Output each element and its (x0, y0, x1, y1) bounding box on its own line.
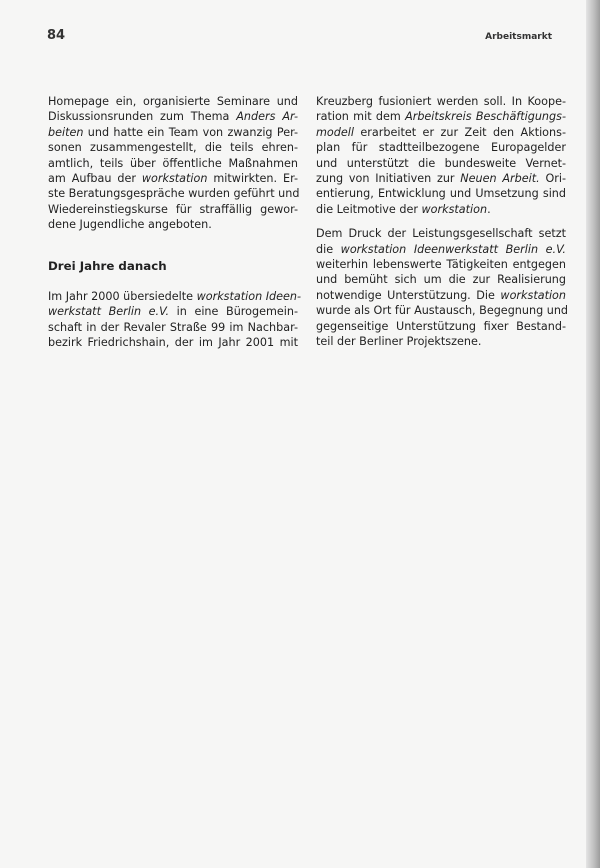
text-line: schaft in der Revaler Straße 99 im Nachbar- (48, 320, 298, 334)
text-line: ste Beratungsgespräche wurden geführt und (48, 187, 300, 201)
text-line: Dem Druck der Leistungsgesellschaft setzt (316, 227, 566, 241)
text-line: Homepage ein, organisierte Seminare und (48, 95, 298, 108)
text-line: zung von Initiativen zur Neuen Arbeit. Ori- (316, 172, 566, 186)
text-line: sonen zusammengestellt, die teils ehren- (48, 141, 298, 155)
text-line: Diskussionsrunden zum Thema Anders Ar- (48, 110, 298, 124)
text-line: Kreuzberg fusioniert werden soll. In Koope- (316, 95, 566, 108)
text-line: notwendige Unterstützung. Die workstation (316, 288, 566, 302)
text-line: modell erarbeitet er zur Zeit den Aktions- (316, 125, 566, 139)
text-line: die workstation Ideenwerkstatt Berlin e.V. (316, 242, 566, 256)
left-column (48, 94, 302, 360)
text-line: amtlich, teils über öffentliche Maßnahmen (48, 156, 298, 170)
text-line: Wiedereinstiegskurse für straffällig gewor- (48, 202, 298, 216)
text-line: und bemüht sich um die zur Realisierung (316, 273, 566, 287)
right-column (316, 94, 569, 359)
text-line: am Aufbau der workstation mitwirkten. Er- (48, 172, 298, 186)
text-line: ration mit dem Arbeitskreis Beschäftigungs- (316, 110, 566, 124)
right-paragraph-2 (316, 226, 569, 349)
text-line: Im Jahr 2000 übersiedelte workstation Ideen- (48, 290, 302, 304)
text-line: bezirk Friedrichshain, der im Jahr 2001 mit (48, 336, 298, 350)
text-line: werkstatt Berlin e.V. in eine Bürogemein- (48, 305, 298, 319)
right-paragraph-1 (316, 94, 566, 217)
text-line: dene Jugendliche angeboten. (48, 218, 212, 232)
running-head: Arbeitsmarkt (485, 32, 552, 42)
text-line: die Leitmotive der workstation. (316, 202, 491, 216)
page-edge-shadow (586, 0, 600, 868)
page-number: 84 (47, 28, 66, 43)
text-line: wurde als Ort für Austausch, Begegnung und (316, 304, 569, 318)
text-line: und unterstützt die bundesweite Vernet- (316, 156, 566, 170)
text-line: beiten und hatte ein Team von zwanzig Per- (48, 125, 298, 139)
text-line: entierung, Entwicklung und Umsetzung sind (316, 187, 566, 201)
left-paragraph-2 (48, 289, 302, 351)
text-line: weiterhin lebenswerte Tätigkeiten entgegen (316, 258, 566, 272)
section-heading: Drei Jahre danach (48, 258, 167, 273)
left-paragraph-1 (48, 94, 298, 233)
text-line: teil der Berliner Projektszene. (316, 335, 482, 349)
text-line: gegenseitige Unterstützung fixer Bestand- (316, 319, 566, 333)
text-line: plan für stadtteilbezogene Europagelder (316, 141, 566, 155)
